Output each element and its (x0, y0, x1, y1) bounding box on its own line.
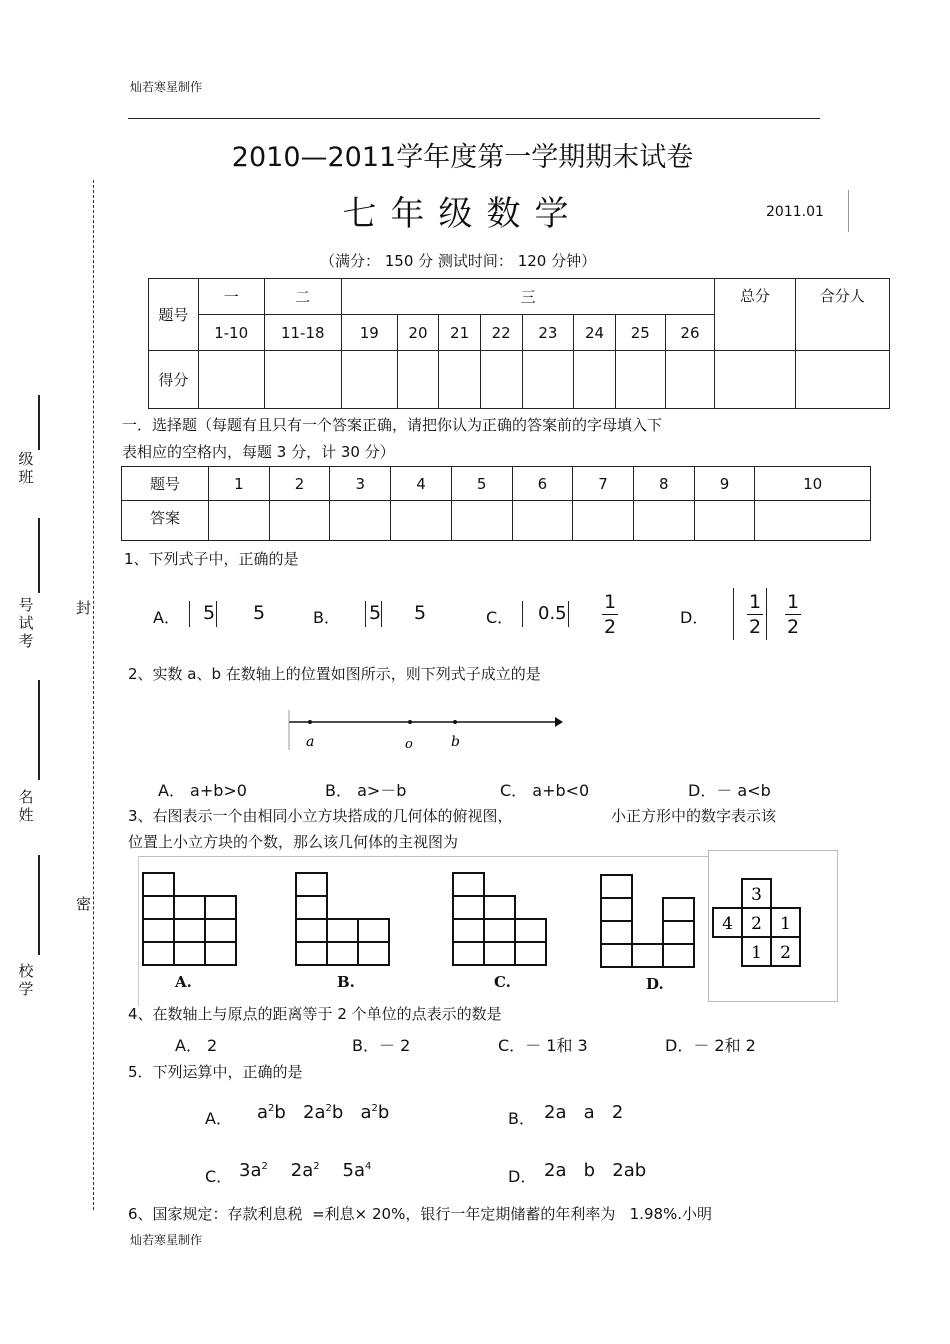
answer-cell[interactable] (209, 501, 270, 541)
date-divider (848, 190, 849, 232)
score-num: 22 (480, 315, 522, 351)
q1-a-value1: 5 (203, 602, 216, 624)
q4-option-b[interactable]: B．－ 2 (352, 1036, 411, 1055)
q5-option-c[interactable]: C． (205, 1167, 233, 1186)
q1-option-c[interactable]: C． (486, 608, 514, 627)
top-view-num: 1 (780, 914, 791, 934)
score-cell[interactable] (665, 351, 715, 409)
section1-instructions (122, 412, 802, 466)
score-num: 25 (615, 315, 665, 351)
q1-c-fraction (602, 590, 618, 639)
answer-label: 答案 (122, 501, 209, 541)
score-num: 26 (665, 315, 715, 351)
score-cell[interactable] (198, 351, 264, 409)
q1-b-value2: 5 (414, 602, 427, 624)
point-o (408, 720, 412, 724)
q1-option-b[interactable]: B． (313, 608, 340, 627)
answer-num: 5 (451, 467, 512, 501)
answer-cell[interactable] (391, 501, 452, 541)
score-label-tihao: 题号 (149, 279, 199, 351)
abs-bar (568, 601, 569, 627)
top-view-num: 1 (751, 943, 762, 963)
frac-denominator: 2 (787, 616, 800, 638)
q1-option-d[interactable]: D． (680, 608, 709, 627)
label-a: a (306, 734, 315, 750)
score-scorer: 合分人 (795, 279, 889, 351)
top-view-num: 2 (780, 943, 791, 963)
q5-c-expr (239, 1160, 371, 1181)
score-num: 20 (397, 315, 439, 351)
q1-a-value2: 5 (253, 602, 266, 624)
top-view-num: 4 (722, 914, 733, 934)
expr-exponent: 2 (325, 1103, 332, 1114)
frame-edge (138, 856, 139, 1006)
number-line (285, 706, 565, 754)
expr-exponent: 2 (313, 1161, 320, 1172)
expr-part: 3a (239, 1160, 262, 1181)
q2-option-c[interactable]: C． a+b<0 (500, 781, 590, 800)
label-o: o (405, 737, 413, 752)
q1-d-fraction1 (747, 590, 763, 639)
expr-exponent: 2 (371, 1103, 378, 1114)
q1-text: 1、下列式子中，正确的是 (124, 550, 299, 568)
score-total: 总分 (715, 279, 795, 351)
q2-option-a[interactable]: A． a+b>0 (158, 781, 247, 800)
answer-num: 4 (391, 467, 452, 501)
score-cell[interactable] (264, 351, 341, 409)
q5-option-a[interactable]: A． (205, 1109, 232, 1128)
expr-part: b (331, 1102, 344, 1123)
q1-option-a[interactable]: A． (153, 608, 180, 627)
score-cell[interactable] (480, 351, 522, 409)
expr-part: a (257, 1102, 269, 1123)
binding-line-4 (38, 855, 40, 955)
q2-option-d[interactable]: D．－ a<b (688, 781, 771, 800)
abs-bar (522, 601, 523, 627)
frac-numerator: 1 (787, 591, 800, 613)
q5-option-b[interactable]: B． (508, 1109, 535, 1128)
q3-label-d[interactable]: D. (646, 975, 664, 993)
q4-option-a[interactable]: A． 2 (175, 1036, 218, 1055)
q3-view-a (142, 872, 238, 968)
q4-option-c[interactable]: C．－ 1和 3 (498, 1036, 588, 1055)
q3-view-c (452, 872, 548, 968)
q3-label-c[interactable]: C. (494, 973, 511, 991)
score-sec3: 三 (341, 279, 715, 315)
abs-bar (216, 601, 217, 627)
q3-top-view (712, 878, 807, 968)
score-num: 21 (439, 315, 481, 351)
label-school: 校 学 (18, 962, 34, 998)
answer-cell[interactable] (694, 501, 755, 541)
binding-dashed-line (93, 180, 94, 1210)
q5-option-d[interactable]: D． (508, 1167, 537, 1186)
answer-num: 1 (209, 467, 270, 501)
score-label-defen: 得分 (149, 351, 199, 409)
answer-num: 6 (512, 467, 573, 501)
page-header: 灿若寒星制作 (130, 80, 203, 94)
exam-meta: （满分： 150 分 测试时间： 120 分钟） (320, 252, 597, 270)
q3-label-a[interactable]: A. (175, 973, 192, 991)
score-range1: 1-10 (198, 315, 264, 351)
expr-part: 5a (342, 1160, 365, 1181)
q5-a-expr (257, 1102, 389, 1123)
binding-feng: 封 (76, 599, 92, 617)
label-b: b (451, 734, 460, 750)
abs-bar (733, 588, 734, 640)
score-cell[interactable] (715, 351, 795, 409)
section1-line2: 表相应的空格内，每题 3 分，计 30 分） (122, 443, 395, 461)
q3-view-b (295, 872, 391, 968)
q4-option-d[interactable]: D．－ 2和 2 (665, 1036, 756, 1055)
q3-label-b[interactable]: B. (337, 973, 355, 991)
score-num: 24 (574, 315, 616, 351)
binding-mi: 密 (76, 895, 92, 913)
abs-bar (189, 601, 190, 627)
abs-bar (766, 588, 767, 640)
expr-exponent: 2 (261, 1161, 268, 1172)
exam-subtitle: 七年级数学 (342, 194, 583, 234)
page-footer: 灿若寒星制作 (130, 1233, 203, 1247)
expr-part: a (360, 1102, 372, 1123)
header-rule (128, 118, 820, 119)
q5-text: 5．下列运算中，正确的是 (128, 1063, 303, 1081)
score-cell[interactable] (341, 351, 397, 409)
arrow-icon (555, 717, 563, 727)
score-sec1: 一 (198, 279, 264, 315)
answer-cell[interactable] (269, 501, 330, 541)
score-num: 19 (341, 315, 397, 351)
q1-d-fraction2 (785, 590, 801, 639)
q5-d-expr: 2a b 2ab (544, 1160, 647, 1181)
score-num: 23 (522, 315, 574, 351)
binding-line-3 (38, 680, 40, 780)
score-cell[interactable] (795, 351, 889, 409)
answer-cell[interactable] (451, 501, 512, 541)
score-cell[interactable] (439, 351, 481, 409)
abs-bar (365, 601, 366, 627)
label-class: 级 班 (18, 450, 34, 486)
answer-num: 7 (573, 467, 634, 501)
label-name: 名 姓 (18, 788, 34, 824)
answer-num: 10 (755, 467, 871, 501)
top-view-num: 3 (751, 885, 762, 905)
binding-line-1 (38, 395, 40, 450)
q3-line2: 位置上小立方块的个数，那么该几何体的主视图为 (128, 833, 459, 851)
frac-denominator: 2 (749, 616, 762, 638)
score-cell[interactable] (397, 351, 439, 409)
exam-title: 2010—2011学年度第一学期期末试卷 (231, 142, 694, 173)
answer-cell[interactable] (573, 501, 634, 541)
answer-num: 3 (330, 467, 391, 501)
frac-numerator: 1 (749, 591, 762, 613)
expr-part: b (274, 1102, 286, 1123)
q2-text: 2、实数 a、b 在数轴上的位置如图所示，则下列式子成立的是 (128, 665, 541, 683)
point-a (308, 720, 312, 724)
score-cell[interactable] (522, 351, 574, 409)
expr-part: 2a (303, 1102, 326, 1123)
q4-text: 4、在数轴上与原点的距离等于 2 个单位的点表示的数是 (128, 1005, 502, 1023)
section1-line1: 一．选择题（每题有且只有一个答案正确，请把你认为正确的答案前的字母填入下 (122, 416, 663, 434)
answer-num: 9 (694, 467, 755, 501)
q3-line1b: 小正方形中的数字表示该 (611, 807, 777, 825)
answer-num: 8 (633, 467, 694, 501)
q3-line1: 3、右图表示一个由相同小立方块搭成的几何体的俯视图， (128, 807, 513, 825)
answer-cell[interactable] (512, 501, 573, 541)
expr-part: 2a (290, 1160, 314, 1181)
answer-num: 2 (269, 467, 330, 501)
abs-bar (381, 601, 382, 627)
frac-denominator: 2 (604, 616, 617, 638)
expr-part: b (377, 1102, 390, 1123)
score-cell[interactable] (615, 351, 665, 409)
answer-cell[interactable] (330, 501, 391, 541)
point-b (453, 720, 457, 724)
q5-b-expr: 2a a 2 (544, 1102, 624, 1123)
score-cell[interactable] (574, 351, 616, 409)
expr-exponent: 4 (364, 1161, 372, 1172)
q1-c-value: 0.5 (538, 603, 567, 624)
top-view-num: 2 (751, 914, 762, 934)
q2-option-b[interactable]: B． a>－b (325, 781, 407, 800)
exam-date: 2011.01 (766, 204, 824, 220)
score-table (148, 278, 890, 409)
binding-line-2 (38, 518, 40, 593)
q3-view-d (600, 874, 696, 970)
q6-text: 6、国家规定：存款利息税 =利息× 20%，银行一年定期储蓄的年利率为 1.98%.小明 (128, 1205, 713, 1223)
answer-cell[interactable] (755, 501, 871, 541)
score-range2: 11-18 (264, 315, 341, 351)
score-sec2: 二 (264, 279, 341, 315)
label-exam-no: 号 试 考 (18, 596, 34, 650)
answer-cell[interactable] (633, 501, 694, 541)
q1-b-value1: 5 (369, 602, 382, 624)
answer-label-tihao: 题号 (122, 467, 209, 501)
answer-table (121, 466, 871, 541)
expr-exponent: 2 (268, 1103, 275, 1114)
frac-numerator: 1 (604, 591, 617, 613)
